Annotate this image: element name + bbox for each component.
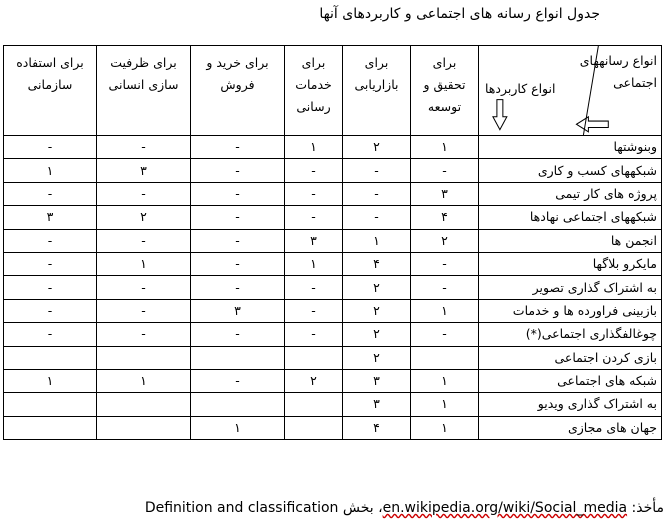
- header-row: [4, 46, 662, 136]
- table-row: [4, 276, 662, 299]
- row-label: جهان های مجازی: [479, 416, 662, 439]
- table-cell: -: [4, 136, 97, 159]
- row-label: وبنوشتها: [479, 136, 662, 159]
- table-cell: -: [97, 299, 191, 322]
- table-cell: -: [191, 323, 285, 346]
- table-cell: -: [191, 369, 285, 392]
- header-organizational: برای استفاده سازمانی: [4, 46, 97, 136]
- row-label: شبکههای اجتماعی نهادها: [479, 206, 662, 229]
- table-cell: -: [97, 276, 191, 299]
- table-cell: ۱: [97, 252, 191, 275]
- table-cell: ۱: [4, 159, 97, 182]
- table-cell: ۱: [97, 369, 191, 392]
- row-label: به اشتراک گذاری تصویر: [479, 276, 662, 299]
- table-cell: [285, 393, 343, 416]
- table-cell: -: [4, 229, 97, 252]
- table-cell: ۳: [343, 393, 411, 416]
- table-cell: ۲: [411, 229, 479, 252]
- table-cell: -: [97, 229, 191, 252]
- table-row: [4, 416, 662, 439]
- table-cell: [191, 393, 285, 416]
- table-cell: -: [191, 182, 285, 205]
- table-cell: ۲: [343, 346, 411, 369]
- table-cell: ۳: [285, 229, 343, 252]
- table-cell: -: [285, 323, 343, 346]
- table-cell: -: [4, 182, 97, 205]
- table-cell: -: [343, 206, 411, 229]
- row-label: چوغالفگذاری اجتماعی(*): [479, 323, 662, 346]
- table-row: [4, 136, 662, 159]
- table-cell: -: [191, 159, 285, 182]
- table-cell: -: [4, 299, 97, 322]
- table-cell: -: [285, 159, 343, 182]
- table-cell: -: [285, 182, 343, 205]
- table-cell: [191, 346, 285, 369]
- table-cell: ۳: [191, 299, 285, 322]
- table-cell: -: [411, 159, 479, 182]
- corner-row-label: انواع رسانههای اجتماعی: [579, 53, 657, 90]
- table-cell: ۱: [343, 229, 411, 252]
- table-cell: -: [191, 229, 285, 252]
- corner-column-label: انواع کاربردها: [485, 81, 556, 96]
- table-row: [4, 182, 662, 205]
- table-cell: -: [285, 276, 343, 299]
- table-cell: [285, 416, 343, 439]
- table-cell: ۳: [97, 159, 191, 182]
- table-cell: ۱: [4, 369, 97, 392]
- table-cell: -: [411, 323, 479, 346]
- table-cell: ۱: [411, 393, 479, 416]
- table-cell: -: [343, 182, 411, 205]
- table-cell: ۴: [411, 206, 479, 229]
- table-cell: ۱: [411, 299, 479, 322]
- left-arrow-icon: [479, 46, 661, 135]
- row-label: بازی کردن اجتماعی: [479, 346, 662, 369]
- table-cell: ۱: [411, 416, 479, 439]
- table-cell: [4, 416, 97, 439]
- header-sales: برای خرید و فروش: [191, 46, 285, 136]
- table-cell: ۱: [191, 416, 285, 439]
- table-cell: [285, 346, 343, 369]
- table-cell: ۱: [411, 369, 479, 392]
- source-prefix: مأخذ:: [631, 500, 664, 516]
- table-cell: -: [411, 276, 479, 299]
- table-cell: -: [97, 323, 191, 346]
- table-cell: [97, 393, 191, 416]
- table-cell: -: [97, 136, 191, 159]
- table-cell: -: [343, 159, 411, 182]
- header-marketing: برای بازاریابی: [343, 46, 411, 136]
- table-cell: -: [191, 206, 285, 229]
- table-row: [4, 323, 662, 346]
- row-label: شبکههای کسب و کاری: [479, 159, 662, 182]
- header-capacity: برای ظرفیت سازی انسانی: [97, 46, 191, 136]
- source-link[interactable]: en.wikipedia.org/wiki/Social_media: [382, 500, 628, 516]
- table-cell: ۳: [343, 369, 411, 392]
- table-cell: -: [411, 252, 479, 275]
- row-label: به اشتراک گذاری ویدیو: [479, 393, 662, 416]
- table-cell: -: [97, 182, 191, 205]
- table-cell: ۲: [343, 136, 411, 159]
- header-service: برای خدمات رسانی: [285, 46, 343, 136]
- section-word: بخش: [342, 500, 374, 516]
- table-cell: -: [191, 252, 285, 275]
- table-cell: ۲: [97, 206, 191, 229]
- row-label: مایکرو بلاگها: [479, 252, 662, 275]
- table-row: [4, 159, 662, 182]
- media-usage-table: [3, 45, 662, 440]
- table-cell: ۴: [343, 416, 411, 439]
- table-cell: ۲: [343, 323, 411, 346]
- table-cell: [97, 346, 191, 369]
- row-label: انجمن ها: [479, 229, 662, 252]
- table-cell: -: [191, 276, 285, 299]
- table-cell: -: [191, 136, 285, 159]
- table-cell: [97, 416, 191, 439]
- corner-header-cell: [479, 46, 662, 136]
- row-label: بازبینی فراورده ها و خدمات: [479, 299, 662, 322]
- table-cell: ۲: [343, 276, 411, 299]
- table-cell: ۲: [285, 369, 343, 392]
- table-cell: ۱: [285, 252, 343, 275]
- table-cell: ۳: [411, 182, 479, 205]
- table-cell: ۴: [343, 252, 411, 275]
- table-row: [4, 206, 662, 229]
- table-row: [4, 252, 662, 275]
- section-title: Definition and classification: [144, 500, 339, 516]
- source-footer: مأخذ: en.wikipedia.org/wiki/Social_media، بخش Definition and classification: [144, 500, 664, 516]
- table-cell: -: [4, 276, 97, 299]
- row-label: شبکه های اجتماعی: [479, 369, 662, 392]
- table-row: [4, 299, 662, 322]
- table-row: [4, 346, 662, 369]
- table-cell: [4, 393, 97, 416]
- table-cell: ۲: [343, 299, 411, 322]
- table-cell: [4, 346, 97, 369]
- table-cell: -: [285, 299, 343, 322]
- table-cell: ۱: [285, 136, 343, 159]
- table-caption: جدول انواع رسانه های اجتماعی و کاربردهای آنها: [319, 6, 600, 22]
- table-row: [4, 229, 662, 252]
- table-row: [4, 393, 662, 416]
- table-cell: -: [4, 323, 97, 346]
- table-cell: ۳: [4, 206, 97, 229]
- table-cell: -: [4, 252, 97, 275]
- table-row: [4, 369, 662, 392]
- row-label: پروژه های کار تیمی: [479, 182, 662, 205]
- table-cell: -: [285, 206, 343, 229]
- table-body: [4, 136, 662, 440]
- table-cell: ۱: [411, 136, 479, 159]
- table-cell: [411, 346, 479, 369]
- header-research: برای تحقیق و توسعه: [411, 46, 479, 136]
